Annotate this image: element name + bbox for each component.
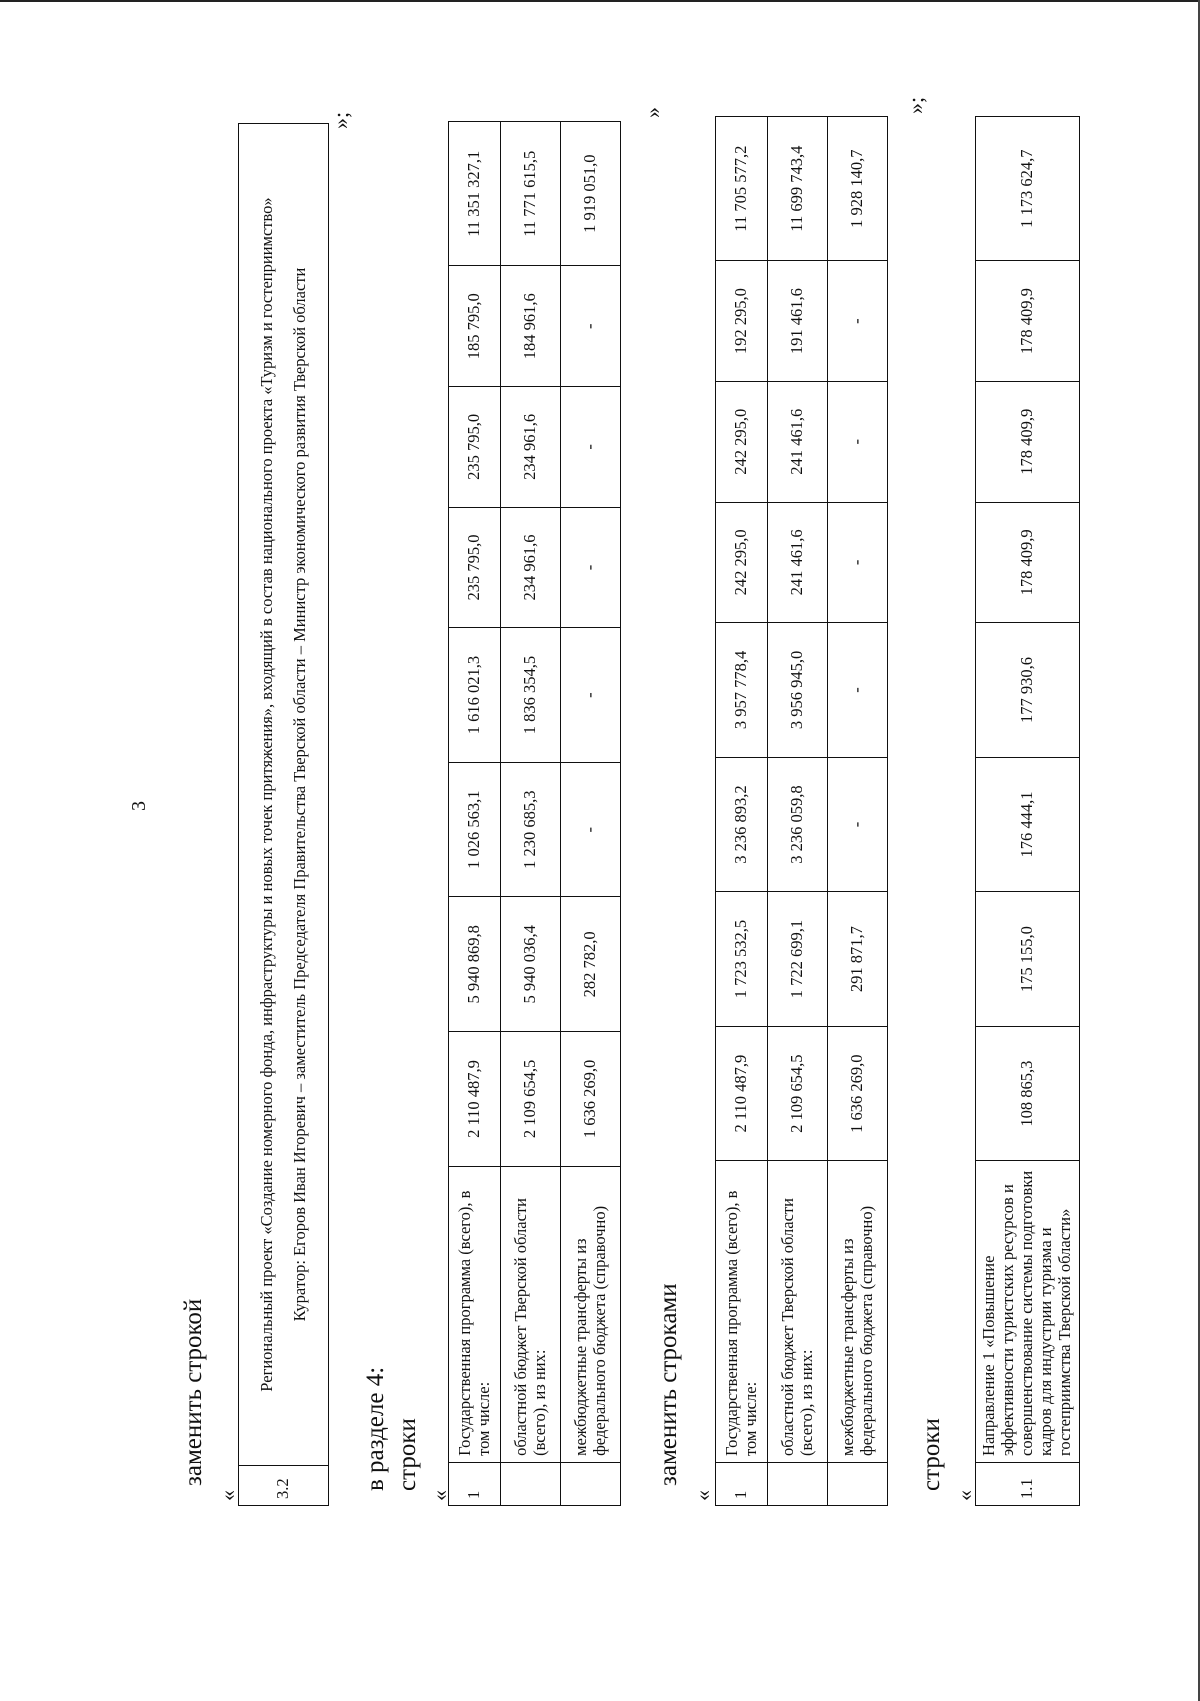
rows-heading: строки (394, 1418, 421, 1491)
table-row (501, 122, 561, 1506)
amount-cell: 234 961,6 (501, 507, 561, 628)
amount-cell: 235 795,0 (449, 387, 501, 508)
amount-cell: 1 836 354,5 (501, 628, 561, 763)
amount-cell: 178 409,9 (976, 261, 1080, 382)
amount-cell: - (561, 762, 621, 897)
close-quote-3: »; (903, 96, 928, 114)
amount-cell: 1 928 140,7 (828, 117, 888, 261)
project-cell (239, 124, 329, 1466)
table-row (449, 122, 501, 1506)
amount-cell: 177 930,6 (976, 623, 1080, 758)
row-index: 1 (449, 1462, 501, 1505)
amount-cell: 11 705 577,2 (716, 117, 768, 261)
amount-cell: 1 616 021,3 (449, 628, 501, 763)
amount-cell: 191 461,6 (768, 261, 828, 382)
amount-cell: 1 230 685,3 (501, 762, 561, 897)
amount-cell: 2 109 654,5 (768, 1026, 828, 1161)
amount-cell: 1 173 624,7 (976, 117, 1080, 261)
amount-cell: 11 771 615,5 (501, 122, 561, 266)
rows-heading-2: строки (918, 1418, 945, 1491)
amount-cell: - (561, 266, 621, 387)
table-row (976, 117, 1080, 1506)
direction-table (975, 116, 1080, 1506)
row-index (828, 1462, 888, 1505)
amount-cell: 1 636 269,0 (561, 1032, 621, 1167)
amount-cell: - (828, 381, 888, 502)
table-row (716, 117, 768, 1506)
amount-cell: 108 865,3 (976, 1026, 1080, 1161)
amount-cell: - (828, 623, 888, 758)
amount-cell: 178 409,9 (976, 381, 1080, 502)
amount-cell: 1 723 532,5 (716, 892, 768, 1027)
table-row (239, 124, 329, 1506)
amount-cell: 3 956 945,0 (768, 623, 828, 758)
project-title: Региональный проект «Создание номерного фонда, инфраструктуры и новых точек притяжения», входящий в состав национального проекта «Туризм и гостеприимство» (256, 197, 276, 1392)
row-name: Направление 1 «Повышение эффективности туристских ресурсов и совершенствование системы подготовки кадров для индустрии туризма и гостеприимства Тверской области» (976, 1161, 1080, 1462)
replace-with-rows-heading: заменить строками (655, 1283, 682, 1486)
amount-cell: - (561, 628, 621, 763)
table-row (561, 122, 621, 1506)
amount-cell: 241 461,6 (768, 381, 828, 502)
amount-cell: 175 155,0 (976, 892, 1080, 1027)
open-quote-4: « (952, 1490, 977, 1501)
row-index (501, 1462, 561, 1505)
amount-cell: 235 795,0 (449, 507, 501, 628)
amount-cell: 178 409,9 (976, 502, 1080, 623)
amount-cell: 1 026 563,1 (449, 762, 501, 897)
amount-cell: 241 461,6 (768, 502, 828, 623)
page-number: 3 (128, 801, 150, 811)
budget-table-new (715, 116, 888, 1506)
amount-cell: 3 236 059,8 (768, 757, 828, 892)
row-index (561, 1462, 621, 1505)
row-name: Государственная программа (всего), в том числе: (716, 1161, 768, 1462)
amount-cell: - (828, 261, 888, 382)
amount-cell: 184 961,6 (501, 266, 561, 387)
row-index (768, 1462, 828, 1505)
amount-cell: 11 351 327,1 (449, 122, 501, 266)
amount-cell: 1 636 269,0 (828, 1026, 888, 1161)
amount-cell: 192 295,0 (716, 261, 768, 382)
amount-cell: 11 699 743,4 (768, 117, 828, 261)
close-quote-1: »; (328, 111, 353, 129)
amount-cell: 2 110 487,9 (716, 1026, 768, 1161)
amount-cell: 5 940 036,4 (501, 897, 561, 1032)
row-index: 1 (716, 1462, 768, 1505)
open-quote-2: « (427, 1490, 452, 1501)
amount-cell: 2 109 654,5 (501, 1032, 561, 1167)
budget-table-old (448, 121, 621, 1506)
amount-cell: 5 940 869,8 (449, 897, 501, 1032)
amount-cell: - (561, 387, 621, 508)
row-index: 1.1 (976, 1462, 1080, 1505)
project-number: 3.2 (239, 1466, 329, 1506)
amount-cell: 3 957 778,4 (716, 623, 768, 758)
amount-cell: 234 961,6 (501, 387, 561, 508)
amount-cell: 242 295,0 (716, 502, 768, 623)
amount-cell: 185 795,0 (449, 266, 501, 387)
amount-cell: - (561, 507, 621, 628)
open-quote-1: « (215, 1490, 240, 1501)
amount-cell: 1 919 051,0 (561, 122, 621, 266)
amount-cell: 1 722 699,1 (768, 892, 828, 1027)
row-name: межбюджетные трансферты из федерального бюджета (справочно) (561, 1166, 621, 1462)
row-name: областной бюджет Тверской области (всего), из них: (768, 1161, 828, 1462)
amount-cell: 2 110 487,9 (449, 1032, 501, 1167)
amount-cell: 176 444,1 (976, 757, 1080, 892)
regional-project-table (238, 123, 329, 1506)
replace-with-row-heading: заменить строкой (180, 1298, 207, 1486)
amount-cell: 242 295,0 (716, 381, 768, 502)
row-name: областной бюджет Тверской области (всего), из них: (501, 1166, 561, 1462)
row-name: межбюджетные трансферты из федерального бюджета (справочно) (828, 1161, 888, 1462)
amount-cell: 291 871,7 (828, 892, 888, 1027)
amount-cell: 282 782,0 (561, 897, 621, 1032)
table-row (768, 117, 828, 1506)
row-name: Государственная программа (всего), в том числе: (449, 1166, 501, 1462)
amount-cell: - (828, 502, 888, 623)
table-row (828, 117, 888, 1506)
in-section-heading: в разделе 4: (362, 1366, 389, 1491)
open-quote-3: « (690, 1490, 715, 1501)
project-curator: Куратор: Егоров Иван Игоревич – заместитель Председателя Правительства Тверской области – Министр экономического развития Тверской области (289, 267, 309, 1322)
close-quote-2: » (640, 107, 665, 118)
amount-cell: - (828, 757, 888, 892)
amount-cell: 3 236 893,2 (716, 757, 768, 892)
